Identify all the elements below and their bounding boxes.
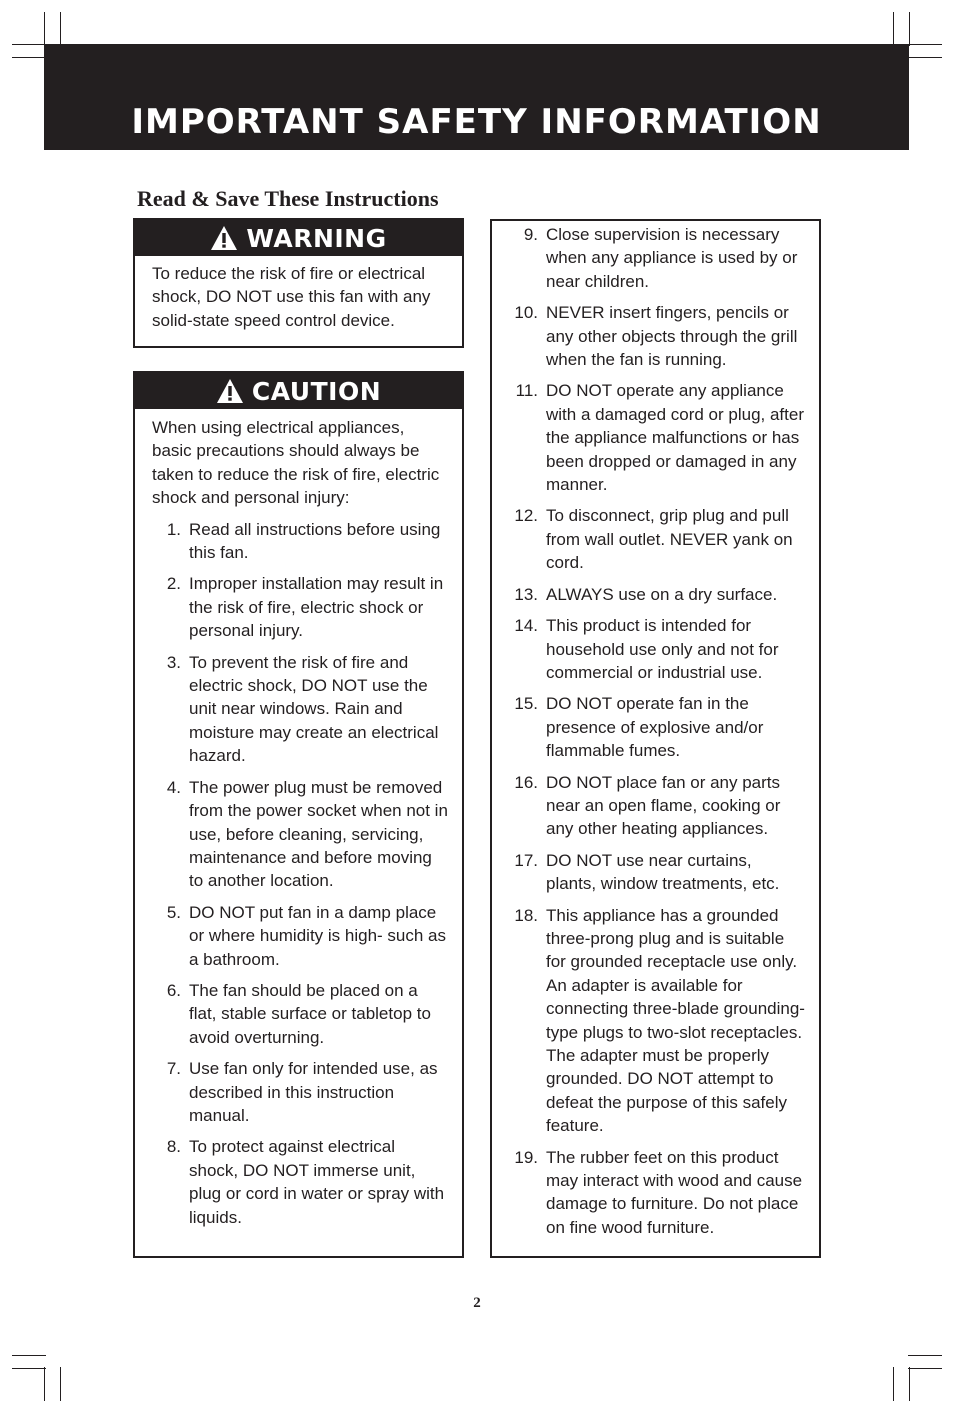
list-item-text: To protect against electrical shock, DO NOT immerse unit, plug or cord in water or spray with liquids. xyxy=(189,1137,445,1227)
list-item xyxy=(514,583,805,606)
list-item-text: ALWAYS use on a dry surface. xyxy=(546,584,778,604)
list-item-number: 11. xyxy=(515,381,538,401)
list-item-number: 15. xyxy=(514,694,538,714)
list-item-number: 10. xyxy=(514,303,538,323)
crop-mark xyxy=(12,1368,46,1369)
caution-label: CAUTION xyxy=(251,376,382,406)
list-item-number: 9. xyxy=(523,225,538,244)
caution-box xyxy=(133,371,464,1258)
list-item-text: DO NOT use near curtains, plants, window treatments, etc. xyxy=(546,850,780,894)
crop-mark xyxy=(893,1367,894,1401)
crop-mark xyxy=(12,57,46,58)
list-item xyxy=(514,1146,805,1240)
list-item-number: 8. xyxy=(166,1137,181,1157)
list-item xyxy=(514,301,805,371)
crop-mark xyxy=(908,44,942,45)
list-item-text: The power plug must be removed from the power socket when not in use, before cleaning, servicing, maintenance and before moving to another location. xyxy=(189,777,448,891)
list-item xyxy=(166,572,448,642)
crop-mark xyxy=(908,1355,942,1356)
list-item xyxy=(514,614,805,684)
list-item-number: 3. xyxy=(166,652,181,672)
list-item-text: To prevent the risk of fire and electric shock, DO NOT use the unit near windows. Rain and moisture may create an electrical hazard. xyxy=(189,652,439,766)
list-item xyxy=(514,692,805,762)
list-item-number: 2. xyxy=(166,574,181,594)
page-title: IMPORTANT SAFETY INFORMATION xyxy=(131,102,822,142)
crop-mark xyxy=(908,57,942,58)
crop-mark xyxy=(60,1367,61,1401)
list-item-number: 16. xyxy=(514,772,538,792)
list-item-number: 19. xyxy=(514,1147,538,1167)
list-item-text: Use fan only for intended use, as described in this instruction manual. xyxy=(189,1059,438,1125)
list-item-text: This product is intended for household use only and not for commercial or industrial use. xyxy=(546,616,779,682)
list-item-number: 4. xyxy=(166,777,181,797)
list-item-text: Read all instructions before using this fan. xyxy=(189,519,441,563)
list-item-number: 18. xyxy=(514,905,538,925)
caution-list xyxy=(135,510,462,1229)
warning-header xyxy=(135,220,462,256)
title-banner xyxy=(44,44,909,150)
list-item xyxy=(166,518,448,565)
list-item-text: DO NOT place fan or any parts near an open flame, cooking or any other heating appliances. xyxy=(546,772,781,839)
list-item xyxy=(166,1135,448,1229)
safety-list xyxy=(492,221,819,1239)
subtitle: Read & Save These Instructions xyxy=(137,186,439,211)
warning-box xyxy=(133,218,464,348)
caution-intro: When using electrical appliances, basic precautions should always be taken to reduce the risk of fire, electric shock and personal injury: xyxy=(152,418,440,508)
crop-mark xyxy=(44,12,45,46)
list-item-number: 13. xyxy=(514,584,538,604)
list-item xyxy=(166,979,448,1049)
list-item-number: 1. xyxy=(166,519,181,539)
list-item-text: The fan should be placed on a flat, stable surface or tabletop to avoid overturning. xyxy=(189,980,431,1047)
list-item xyxy=(166,776,448,893)
list-item-text: This appliance has a grounded three-prong plug and is suitable for grounded receptacle use only. An adapter is available for connecting three-blade grounding-type plugs to two-slot receptacles. The adapter must be properly grounded. DO NOT attempt to defeat the purpose of this safely feature. xyxy=(546,905,805,1136)
crop-mark xyxy=(44,1367,45,1401)
crop-mark xyxy=(908,1368,942,1369)
list-item xyxy=(514,504,805,574)
list-item xyxy=(514,904,805,1138)
list-item xyxy=(166,901,448,971)
list-item xyxy=(514,849,805,896)
list-item xyxy=(514,771,805,841)
safety-list-box xyxy=(490,219,821,1258)
crop-mark xyxy=(909,1367,910,1401)
list-item-number: 7. xyxy=(166,1059,181,1079)
crop-mark xyxy=(60,12,61,46)
list-item-text: To disconnect, grip plug and pull from wall outlet. NEVER yank on cord. xyxy=(546,506,793,573)
list-item xyxy=(166,1057,448,1127)
crop-mark xyxy=(12,1355,46,1356)
list-item-number: 5. xyxy=(166,902,181,922)
warning-triangle-icon xyxy=(210,225,238,251)
crop-mark xyxy=(893,12,894,46)
list-item-number: 17. xyxy=(514,850,538,870)
list-item-text: DO NOT operate any appliance with a damaged cord or plug, after the appliance malfunctions or has been dropped or damaged in any manner. xyxy=(546,381,804,495)
list-item-text: DO NOT operate fan in the presence of explosive and/or flammable fumes. xyxy=(546,694,764,761)
list-item-number: 6. xyxy=(166,980,181,1000)
list-item-text: DO NOT put fan in a damp place or where humidity is high- such as a bathroom. xyxy=(189,902,447,969)
list-item xyxy=(523,223,805,293)
crop-mark xyxy=(12,44,46,45)
list-item-number: 14. xyxy=(514,616,538,636)
crop-mark xyxy=(909,12,910,46)
warning-text: To reduce the risk of fire or electrical shock, DO NOT use this fan with any solid-state speed control device. xyxy=(152,264,431,330)
list-item xyxy=(515,379,805,496)
warning-label: WARNING xyxy=(246,223,387,253)
page-number: 2 xyxy=(473,1295,481,1311)
list-item-number: 12. xyxy=(514,506,538,526)
list-item-text: Close supervision is necessary when any appliance is used by or near children. xyxy=(546,225,798,291)
list-item xyxy=(166,651,448,768)
list-item-text: Improper installation may result in the risk of fire, electric shock or personal injury. xyxy=(189,574,444,641)
warning-triangle-icon xyxy=(216,378,244,404)
caution-header xyxy=(135,373,462,409)
list-item-text: The rubber feet on this product may interact with wood and cause damage to furniture. Do not place on fine wood furniture. xyxy=(546,1147,803,1237)
list-item-text: NEVER insert fingers, pencils or any other objects through the grill when the fan is running. xyxy=(546,303,798,370)
